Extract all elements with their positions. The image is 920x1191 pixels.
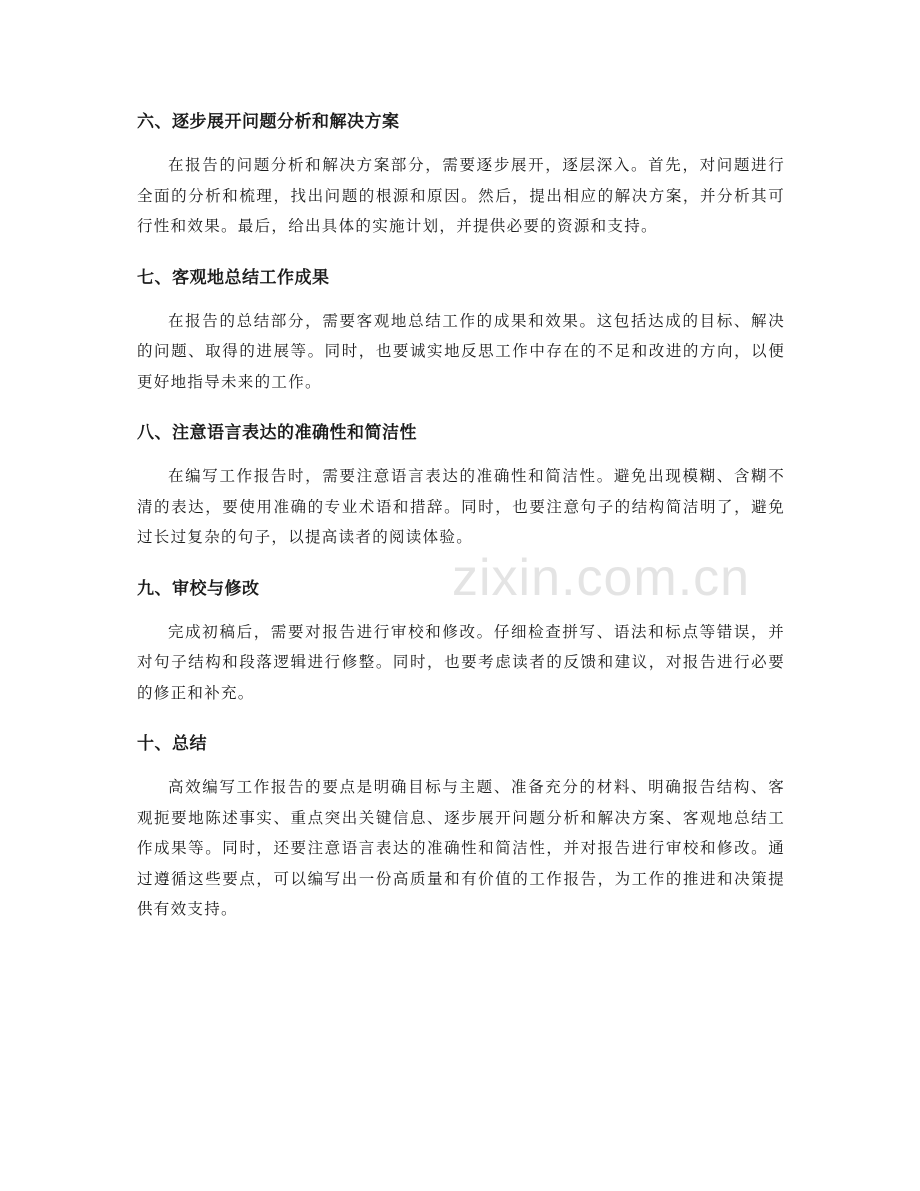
section-8 <box>137 415 785 553</box>
section-paragraph: 完成初稿后，需要对报告进行审校和修改。仔细检查拼写、语法和标点等错误，并对句子结构和段落逻辑进行修整。同时，也要考虑读者的反馈和建议，对报告进行必要的修正和补充。 <box>137 622 785 702</box>
section-6 <box>137 104 785 242</box>
section-10 <box>137 726 785 925</box>
section-paragraph: 高效编写工作报告的要点是明确目标与主题、准备充分的材料、明确报告结构、客观扼要地陈述事实、重点突出关键信息、逐步展开问题分析和解决方案、客观地总结工作成果等。同时，还要注意语言表达的准确性和简洁性，并对报告进行审校和修改。通过遵循这些要点，可以编写出一份高质量和有价值的工作报告，为工作的推进和决策提供有效支持。 <box>137 778 785 918</box>
document-content <box>137 104 785 925</box>
section-9 <box>137 571 785 709</box>
watermark: zixin.com.cn <box>452 549 751 607</box>
section-heading: 六、逐步展开问题分析和解决方案 <box>137 112 400 132</box>
section-paragraph: 在编写工作报告时，需要注意语言表达的准确性和简洁性。避免出现模糊、含糊不清的表达，要使用准确的专业术语和措辞。同时，也要注意句子的结构简洁明了，避免过长过复杂的句子，以提高读者的阅读体验。 <box>137 467 785 546</box>
section-heading: 七、客观地总结工作成果 <box>137 267 330 288</box>
section-heading: 八、注意语言表达的准确性和简洁性 <box>137 423 417 443</box>
section-heading: 九、审校与修改 <box>137 578 260 599</box>
section-paragraph: 在报告的问题分析和解决方案部分，需要逐步展开，逐层深入。首先，对问题进行全面的分析和梳理，找出问题的根源和原因。然后，提出相应的解决方案，并分析其可行性和效果。最后，给出具体的实施计划，并提供必要的资源和支持。 <box>137 156 785 235</box>
section-7 <box>137 260 785 398</box>
section-heading: 十、总结 <box>137 734 207 754</box>
section-paragraph: 在报告的总结部分，需要客观地总结工作的成果和效果。这包括达成的目标、解决的问题、取得的进展等。同时，也要诚实地反思工作中存在的不足和改进的方向，以便更好地指导未来的工作。 <box>137 311 785 391</box>
